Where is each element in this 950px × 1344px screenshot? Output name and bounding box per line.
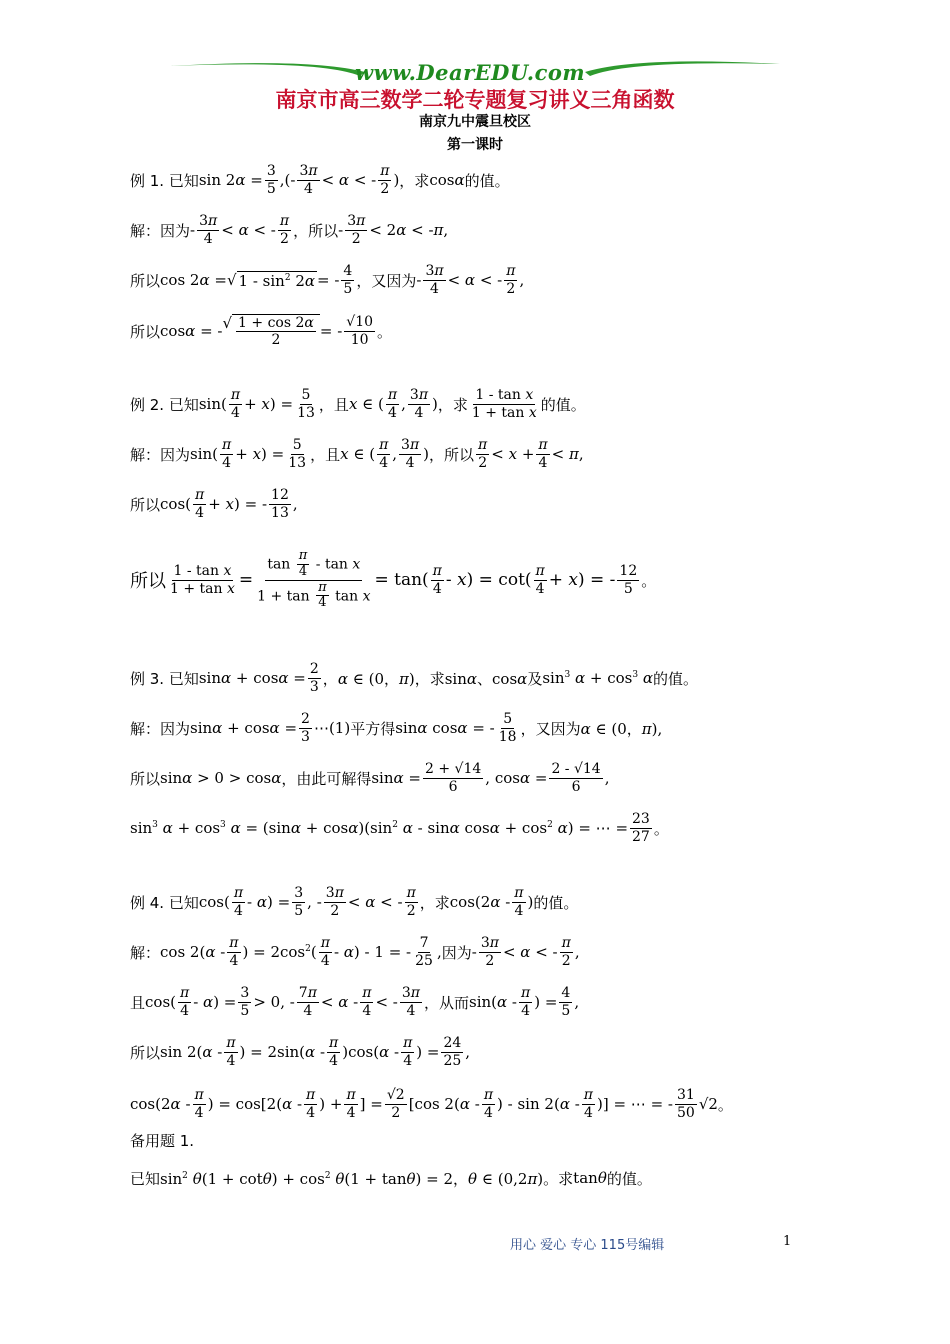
example-1-statement: 例 1. 已知 sin 2α = $\frac{3}{5}$ ,(- $\frac{3\pi}{4}$ < α < - $\frac{\pi}{2}$ ) ，求 cosα 的值。 [130,163,510,197]
example-2-solution-line-1: 解：因为 sin( $\frac{\pi}{4}$ + x) = $\frac{5}{13}$ ，且 x ∈ ( $\frac{\pi}{4}$ , $\frac{3\pi}{4}$ ) ，所以 $\frac{\pi}{2}$ < x + $\frac{\pi}{4}$ < π, [130,437,584,471]
example-2-statement: 例 2. 已知 sin( $\frac{\pi}{4}$ + x) = $\frac{5}{13}$ ，且 x ∈ ( $\frac{\pi}{4}$ , $\frac{3\pi}{4}$ ) ，求 $\frac{\text{1 - tan x}}{\text{1 + tan x}}$ 的值。 [130,387,586,421]
example-3-solution-line-2: 所以 sinα > 0 > cosα ，由此可解得 sinα = $\frac{2 + √14}{6}$ , cosα = $\frac{2 - √14}{6}$ , [130,761,610,795]
spare-problem-statement: 已知 $\sin^2 \theta(1 + \cot\theta) + \cos^2 \theta(1 + \tan\theta) = 2$，θ ∈ (0,2π) 。求 tanθ 的值。 [130,1169,652,1188]
example-1-solution-line-2: 所以 cos 2α = √ $1 - \sin^2 2\alpha$ = - $\frac{4}{5}$ ，又因为 - $\frac{3\pi}{4}$ < α < - $\frac{\pi}{2}$ , [130,263,525,297]
example-3-solution-line-3: $\sin^3 \alpha + \cos^3 \alpha = (\sin\alpha + \cos\alpha)(\sin^2$ α - sinα $\cos\alpha + \cos^2 \alpha$) = ⋯ = $\frac{23}{27}$ 。 [130,811,669,845]
example-4-statement: 例 4. 已知 cos( $\frac{\pi}{4}$ - α) = $\frac{3}{5}$ , - $\frac{3\pi}{2}$ < α < - $\frac{\pi}{2}$ ，求 cos(2α - $\frac{\pi}{4}$ ) 的值。 [130,885,579,919]
footer-note: 用心 爱心 专心 115号编辑 [510,1238,665,1253]
school-name: 南京九中震旦校区 [419,114,531,130]
example-1-solution-line-3: 所以 cosα = - √ $\frac{1 + \cos 2\alpha}{2}$ = - $\frac{√10}{10}$ 。 [130,313,393,348]
page-number: 1 [783,1234,792,1249]
example-4-solution-line-4: cos(2α - $\frac{\pi}{4}$ ) = cos[2(α - $\frac{\pi}{4}$ ) + $\frac{\pi}{4}$ ] = $\frac{√2}{2}$ [cos 2(α - $\frac{\pi}{4}$ ) - sin 2(α - $\frac{\pi}{4}$ )] = ⋯ = - $\frac{31}{50}$ √2 。 [130,1087,733,1121]
document-title: 南京市高三数学二轮专题复习讲义三角函数 [275,88,675,112]
example-2-solution-line-3: 所以 $\frac{\text{1 - tan x}}{\text{1 + tan x}}$ = tan $\frac{\pi}{4}$ - tan x 1 + tan $\frac{\pi}{4}$ tan x = tan( $\frac{\pi}{4}$ - x) = cot( $\frac{\pi}{4}$ + x) = - $\frac{12}{5}$ 。 [130,547,657,611]
example-3-solution-line-1: 解：因为 sinα + cosα = $\frac{2}{3}$ ⋯(1) 平方得 sinα cosα = - $\frac{5}{18}$ ，又因为 α ∈ (0，π), [130,711,663,745]
example-4-solution-line-2: 且 cos( $\frac{\pi}{4}$ - α) = $\frac{3}{5}$ > 0, - $\frac{7\pi}{4}$ < α - $\frac{\pi}{4}$ < - $\frac{3\pi}{4}$ ，从而 sin(α - $\frac{\pi}{4}$ ) = $\frac{4}{5}$ , [130,985,580,1019]
spare-problem-heading: 备用题 1. [130,1131,195,1150]
example-3-statement: 例 3. 已知 sinα + cosα = $\frac{2}{3}$ ，α ∈ (0，π) ，求 sinα、cosα 及 $\sin^3 \alpha + \cos^3 \alpha$ 的值。 [130,661,699,695]
example-2-solution-line-2: 所以 cos( $\frac{\pi}{4}$ + x) = - $\frac{12}{13}$ , [130,487,298,521]
lesson-heading: 第一课时 [447,137,503,153]
example-4-solution-line-1: 解： cos 2(α - $\frac{\pi}{4}$ ) = $2\cos^2$( $\frac{\pi}{4}$ - α) - 1 = - $\frac{7}{25}$ , 因为 - $\frac{3\pi}{2}$ < α < - $\frac{\pi}{2}$ , [130,935,580,969]
example-4-solution-line-3: 所以 sin 2(α - $\frac{\pi}{4}$ ) = 2sin(α - $\frac{\pi}{4}$ )cos(α - $\frac{\pi}{4}$ ) = $\frac{24}{25}$ , [130,1035,471,1069]
site-logo-text: www.DearEDU.com [355,60,586,85]
example-1-solution-line-1: 解：因为 - $\frac{3\pi}{4}$ < α < - $\frac{\pi}{2}$ ，所以 - $\frac{3\pi}{2}$ < 2α < -π, [130,213,449,247]
